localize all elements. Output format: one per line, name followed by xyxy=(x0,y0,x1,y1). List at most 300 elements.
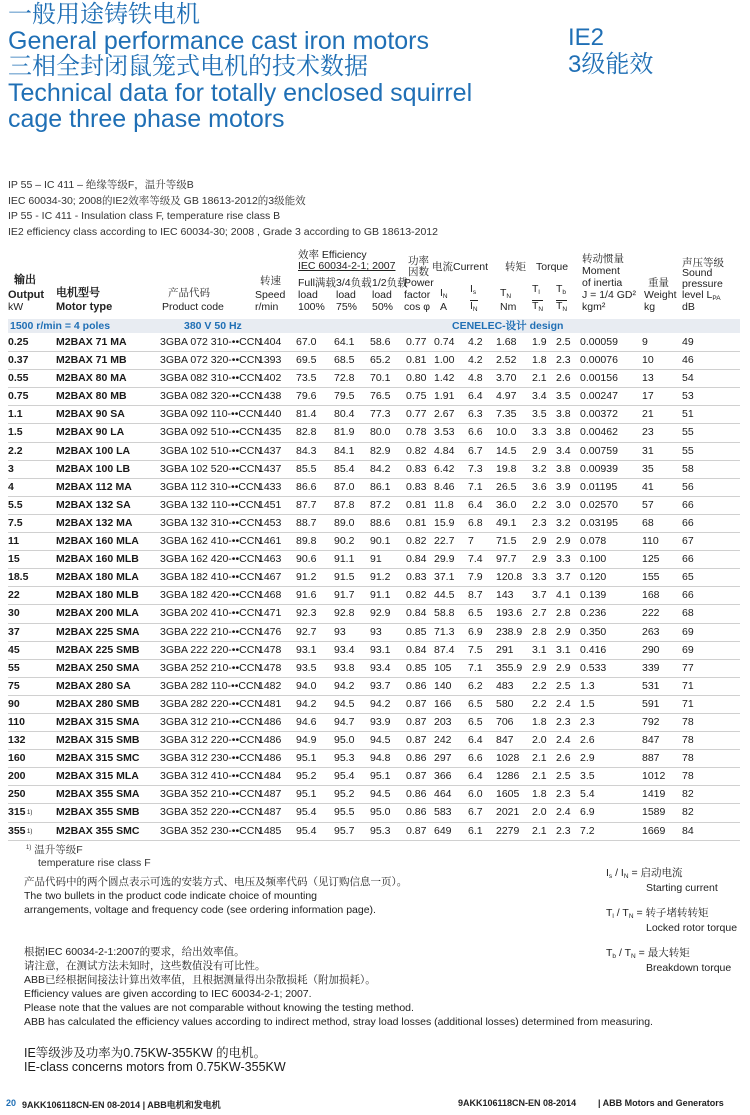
cell-code: 3GBA 352 230-••CCN xyxy=(160,824,262,837)
output-header-en: Output xyxy=(8,289,45,301)
cell-weight: 155 xyxy=(642,571,660,584)
cell-tb-tn: 3.5 xyxy=(556,390,571,403)
cell-model: M2BAX 160 MLA xyxy=(56,535,139,548)
table-row xyxy=(8,334,740,352)
table-row xyxy=(8,497,740,515)
cell-noise: 65 xyxy=(682,571,694,584)
table-row xyxy=(8,678,740,696)
cell-tn: 1286 xyxy=(496,770,520,783)
cell-eff-50: 91.1 xyxy=(370,589,391,602)
table-row xyxy=(8,424,740,442)
cell-is-in: 6.4 xyxy=(468,498,483,511)
efficiency-class xyxy=(568,24,653,78)
cell-speed: 1485 xyxy=(258,824,282,837)
intro-line: IE2 efficiency class according to IEC 60034-30; 2008 , Grade 3 according to GB 18613-2012 xyxy=(8,225,438,238)
table-row xyxy=(8,804,740,822)
cell-eff-75: 94.2 xyxy=(334,679,355,692)
cell-tl-tn: 2.1 xyxy=(532,770,547,783)
cell-eff-50: 95.1 xyxy=(370,770,391,783)
cell-tn: 580 xyxy=(496,697,514,710)
cell-is-in: 6.8 xyxy=(468,516,483,529)
cell-pf: 0.86 xyxy=(406,806,427,819)
cell-is-in: 6.4 xyxy=(468,390,483,403)
cell-eff-75: 68.5 xyxy=(334,354,355,367)
table-row xyxy=(8,461,740,479)
noise-en3: level $L_{PA}$ xyxy=(682,289,721,302)
cell-inertia: 0.139 xyxy=(580,589,607,602)
cell-is-in: 4.2 xyxy=(468,336,483,348)
cell-tn: 120.8 xyxy=(496,571,523,584)
cell-tb-tn: 2.8 xyxy=(556,607,571,620)
inertia-en1: Moment xyxy=(582,265,620,277)
cell-pf: 0.84 xyxy=(406,607,427,620)
cell-model: M2BAX 180 MLA xyxy=(56,571,139,584)
cell-weight: 339 xyxy=(642,661,660,674)
cell-pf: 0.86 xyxy=(406,788,427,801)
table-row xyxy=(8,642,740,660)
cell-pf: 0.85 xyxy=(406,625,427,638)
cell-eff-75: 72.8 xyxy=(334,372,355,385)
cell-model: M2BAX 315 SMA xyxy=(56,715,140,728)
table-row xyxy=(8,479,740,497)
table-row xyxy=(8,352,740,370)
cell-pf: 0.75 xyxy=(406,390,427,403)
load34-en: load xyxy=(336,289,356,301)
pct75: 75% xyxy=(336,301,358,313)
cell-model: M2BAX 315 SMB xyxy=(56,734,140,747)
cell-tb-tn: 3.8 xyxy=(556,462,571,475)
table-row xyxy=(8,443,740,461)
cell-output: 5.5 xyxy=(8,498,23,511)
cell-model: M2BAX 90 LA xyxy=(56,426,125,439)
table-row xyxy=(8,823,740,841)
cell-speed: 1461 xyxy=(258,535,282,548)
cell-is-in: 6.4 xyxy=(468,770,483,783)
cell-speed: 1451 xyxy=(258,498,282,511)
table-row xyxy=(8,786,740,804)
cell-model: M2BAX 315 MLA xyxy=(56,770,139,783)
cell-output: 0.25 xyxy=(8,336,29,348)
cell-tb-tn: 3.3 xyxy=(556,553,571,566)
cell-tn: 49.1 xyxy=(496,516,517,529)
cell-is-in: 7.5 xyxy=(468,643,483,656)
cell-tb-tn: 2.5 xyxy=(556,679,571,692)
subtitle-cn: 三相全封闭鼠笼式电机的技术数据 xyxy=(8,53,368,80)
cell-inertia: 6.9 xyxy=(580,806,595,819)
cell-tn: 14.5 xyxy=(496,444,517,457)
cell-eff-50: 93.7 xyxy=(370,679,391,692)
cell-eff-75: 87.8 xyxy=(334,498,355,511)
cell-eff-100: 94.6 xyxy=(296,715,317,728)
cell-current: 22.7 xyxy=(434,535,455,548)
footnote-en: temperature rise class F xyxy=(38,857,151,869)
cell-weight: 1419 xyxy=(642,788,666,801)
load12-cn: 1/2负载 xyxy=(372,277,408,289)
cell-eff-50: 93.9 xyxy=(370,715,391,728)
cell-tb-tn: 2.4 xyxy=(556,697,571,710)
cell-weight: 31 xyxy=(642,444,654,457)
cell-is-in: 7.1 xyxy=(468,480,483,493)
cell-eff-75: 89.0 xyxy=(334,516,355,529)
torque-header-en: Torque xyxy=(536,261,569,273)
footer-brand: | ABB Motors and Generators xyxy=(598,1098,724,1108)
cell-weight: 125 xyxy=(642,553,660,566)
pf-symbol: cos φ xyxy=(404,301,431,313)
cell-model: M2BAX 90 SA xyxy=(56,408,125,421)
cell-tb-tn: 2.6 xyxy=(556,372,571,385)
cell-output: 90 xyxy=(8,697,20,710)
cell-noise: 55 xyxy=(682,426,694,439)
cell-eff-75: 79.5 xyxy=(334,390,355,403)
cell-weight: 1012 xyxy=(642,770,666,783)
cell-inertia: 0.100 xyxy=(580,553,607,566)
cell-tb-tn: 2.3 xyxy=(556,715,571,728)
cell-output: 0.37 xyxy=(8,354,29,367)
cell-output: 110 xyxy=(8,715,25,728)
table-row xyxy=(8,587,740,605)
cell-is-in: 6.1 xyxy=(468,824,483,837)
cell-model: M2BAX 100 LB xyxy=(56,462,131,475)
cell-weight: 57 xyxy=(642,498,654,511)
legend-item xyxy=(606,948,737,974)
cell-eff-50: 76.5 xyxy=(370,390,391,403)
cell-eff-100: 94.0 xyxy=(296,679,317,692)
cell-current: 11.8 xyxy=(434,498,454,511)
cell-pf: 0.78 xyxy=(406,426,427,439)
cell-inertia: 0.00247 xyxy=(580,390,618,403)
table-row xyxy=(8,406,740,424)
cell-eff-50: 93.4 xyxy=(370,661,391,674)
cell-eff-75: 95.4 xyxy=(334,770,355,783)
cell-eff-100: 95.1 xyxy=(296,788,317,801)
cell-model: M2BAX 280 SA xyxy=(56,679,131,692)
section-band xyxy=(8,319,740,333)
cell-tb-tn: 3.1 xyxy=(556,643,571,656)
cell-pf: 0.83 xyxy=(406,462,427,475)
model-header-en: Motor type xyxy=(56,301,113,313)
cell-model: M2BAX 250 SMA xyxy=(56,661,140,674)
cell-tl-tn: 2.2 xyxy=(532,697,547,710)
cell-eff-50: 91 xyxy=(370,553,382,566)
cell-current: 1.42 xyxy=(434,372,455,385)
cell-code: 3GBA 092 110-••CCN xyxy=(160,408,262,421)
cell-eff-100: 69.5 xyxy=(296,354,317,367)
cell-is-in: 7.4 xyxy=(468,553,483,566)
cell-weight: 17 xyxy=(642,390,654,403)
cell-model: M2BAX 71 MB xyxy=(56,354,127,367)
cell-eff-50: 94.2 xyxy=(370,697,391,710)
cell-current: 3.53 xyxy=(434,426,455,439)
cell-footnote-mark: 1) xyxy=(27,810,33,817)
cell-eff-75: 90.2 xyxy=(334,535,355,548)
cell-is-in: 6.6 xyxy=(468,426,483,439)
cell-code: 3GBA 352 220-••CCN xyxy=(160,806,262,819)
cell-weight: 290 xyxy=(642,643,660,656)
cell-pf: 0.80 xyxy=(406,372,427,385)
cell-eff-75: 94.5 xyxy=(334,697,355,710)
cell-code: 3GBA 082 310-••CCN xyxy=(160,372,262,385)
cell-eff-100: 93.1 xyxy=(296,643,317,656)
cell-model: M2BAX 200 MLA xyxy=(56,607,139,620)
cell-eff-75: 91.1 xyxy=(334,553,355,566)
cell-is-in: 7.3 xyxy=(468,462,483,475)
cell-is-in: 8.7 xyxy=(468,589,483,602)
cell-tl-tn: 2.0 xyxy=(532,734,547,747)
cell-noise: 71 xyxy=(682,697,694,710)
cell-inertia: 2.6 xyxy=(580,734,595,747)
load34-cn: 3/4负载 xyxy=(336,277,372,289)
cell-current: 203 xyxy=(434,715,452,728)
tl-tn-ratio-den: $T_N$ xyxy=(532,300,543,315)
cell-eff-100: 73.5 xyxy=(296,372,317,385)
cell-output: 22 xyxy=(8,589,20,602)
cell-inertia: 1.5 xyxy=(580,697,595,710)
cell-tn: 706 xyxy=(496,715,514,728)
cell-tl-tn: 1.9 xyxy=(532,336,547,348)
cell-noise: 67 xyxy=(682,535,694,548)
cell-model: M2BAX 112 MA xyxy=(56,480,132,493)
cell-tb-tn: 2.5 xyxy=(556,336,571,348)
band-speed: 1500 r/min = 4 poles xyxy=(10,320,111,332)
eff-standard: IEC 60034-2-1; 2007 xyxy=(298,260,396,272)
cell-tl-tn: 3.6 xyxy=(532,480,547,493)
footer-left: 9AKK106118CN-EN 08-2014 | ABB电机和发电机 xyxy=(22,1100,221,1110)
table-row xyxy=(8,732,740,750)
cell-pf: 0.87 xyxy=(406,770,427,783)
cell-noise: 49 xyxy=(682,336,694,348)
data-table xyxy=(8,334,740,841)
cell-tn: 3.70 xyxy=(496,372,517,385)
table-row xyxy=(8,370,740,388)
cell-current: 58.8 xyxy=(434,607,455,620)
cell-noise: 82 xyxy=(682,788,694,801)
speed-unit: r/min xyxy=(255,301,279,313)
cell-code: 3GBA 222 220-••CCN xyxy=(160,643,262,656)
cell-current: 366 xyxy=(434,770,452,783)
cell-noise: 55 xyxy=(682,444,694,457)
cell-speed: 1437 xyxy=(258,444,282,457)
cell-current: 166 xyxy=(434,697,452,710)
legend xyxy=(606,868,737,988)
cell-tb-tn: 2.4 xyxy=(556,734,571,747)
cell-current: 464 xyxy=(434,788,452,801)
cell-eff-75: 93.4 xyxy=(334,643,355,656)
inertia-unit: kgm² xyxy=(582,301,606,313)
current-unit: A xyxy=(440,301,448,313)
cell-inertia: 0.00462 xyxy=(580,426,618,439)
legend-term: $T_l / T_N$ = 转子堵转转矩 xyxy=(606,907,709,920)
cell-inertia: 2.9 xyxy=(580,752,595,765)
table-row xyxy=(8,388,740,406)
is-in-ratio: $I_s$ xyxy=(470,283,477,296)
cell-eff-75: 85.4 xyxy=(334,462,355,475)
cell-model: M2BAX 71 MA xyxy=(56,336,127,348)
cell-pf: 0.87 xyxy=(406,824,427,837)
cell-code: 3GBA 132 110-••CCN xyxy=(160,498,262,511)
cell-model: M2BAX 355 SMC xyxy=(56,824,140,837)
cell-inertia: 0.00076 xyxy=(580,354,618,367)
cell-tb-tn: 3.4 xyxy=(556,444,571,457)
cell-tn: 97.7 xyxy=(496,553,517,566)
full-pct: 100% xyxy=(298,301,325,313)
cell-eff-100: 95.4 xyxy=(296,824,317,837)
cell-pf: 0.77 xyxy=(406,408,427,421)
band-voltage: 380 V 50 Hz xyxy=(184,320,242,332)
tn-unit: Nm xyxy=(500,301,517,313)
cell-eff-100: 67.0 xyxy=(296,336,317,348)
cell-pf: 0.86 xyxy=(406,752,427,765)
legend-item xyxy=(606,908,737,934)
cell-tn: 1605 xyxy=(496,788,520,801)
cell-noise: 82 xyxy=(682,806,694,819)
note-line: 产品代码中的两个圆点表示可选的安装方式、电压及频率代码（见订购信息一页）。 xyxy=(24,876,408,888)
pf-en1: Power xyxy=(404,277,434,289)
current-symbol: $I_N$ xyxy=(440,287,448,300)
cell-eff-75: 84.1 xyxy=(334,444,355,457)
cell-code: 3GBA 162 420-••CCN xyxy=(160,553,262,566)
cell-speed: 1486 xyxy=(258,715,282,728)
cell-tb-tn: 4.1 xyxy=(556,589,571,602)
cell-tl-tn: 1.8 xyxy=(532,788,547,801)
cell-output: 55 xyxy=(8,661,20,674)
class-cn: 3级能效 xyxy=(568,51,654,78)
cell-pf: 0.81 xyxy=(406,354,427,367)
cell-eff-50: 93.1 xyxy=(370,643,391,656)
eff-header: 效率 Efficiency xyxy=(298,249,367,261)
ie-class-cn: IE等级涉及功率为0.75KW-355KW 的电机。 xyxy=(24,1046,267,1060)
cell-output: 45 xyxy=(8,643,20,656)
cell-inertia: 1.3 xyxy=(580,679,595,692)
cell-tl-tn: 2.3 xyxy=(532,516,547,529)
cell-is-in: 4.8 xyxy=(468,372,483,385)
cell-is-in: 6.5 xyxy=(468,697,483,710)
cell-is-in: 6.0 xyxy=(468,788,483,801)
legend-desc: Breakdown torque xyxy=(646,961,732,974)
cell-model: M2BAX 100 LA xyxy=(56,444,131,457)
footer-doc: 9AKK106118CN-EN 08-2014 xyxy=(458,1098,577,1108)
cell-tn: 2021 xyxy=(496,806,520,819)
cell-weight: 531 xyxy=(642,679,660,692)
cell-current: 105 xyxy=(434,661,452,674)
cell-eff-75: 64.1 xyxy=(334,336,355,348)
cell-noise: 66 xyxy=(682,589,694,602)
cell-speed: 1404 xyxy=(258,336,282,348)
cell-tb-tn: 2.3 xyxy=(556,354,571,367)
cell-output: 15 xyxy=(8,553,20,566)
cell-inertia: 0.00156 xyxy=(580,372,618,385)
cell-tn: 193.6 xyxy=(496,607,523,620)
cell-noise: 84 xyxy=(682,824,694,837)
pf-cn1: 功率 xyxy=(408,255,429,267)
cell-tl-tn: 2.1 xyxy=(532,752,547,765)
cell-tn: 10.0 xyxy=(496,426,517,439)
cell-tl-tn: 2.8 xyxy=(532,625,547,638)
cell-speed: 1437 xyxy=(258,462,282,475)
cell-code: 3GBA 072 320-••CCN xyxy=(160,354,262,367)
cell-eff-50: 86.1 xyxy=(370,480,391,493)
cell-eff-100: 85.5 xyxy=(296,462,317,475)
cell-tn: 1028 xyxy=(496,752,520,765)
cell-is-in: 7.9 xyxy=(468,571,483,584)
cell-code: 3GBA 312 220-••CCN xyxy=(160,734,262,747)
cell-eff-100: 91.6 xyxy=(296,589,317,602)
cell-pf: 0.84 xyxy=(406,553,427,566)
band-design: CENELEC-设计 design xyxy=(452,320,564,332)
cell-output: 75 xyxy=(8,679,20,692)
cell-model: M2BAX 315 SMC xyxy=(56,752,140,765)
cell-eff-50: 90.1 xyxy=(370,535,391,548)
cell-weight: 591 xyxy=(642,697,660,710)
inertia-formula: J = 1/4 GD² xyxy=(582,289,636,301)
cell-tn: 2.52 xyxy=(496,354,517,367)
cell-noise: 78 xyxy=(682,752,694,765)
cell-tl-tn: 2.0 xyxy=(532,806,547,819)
cell-model: M2BAX 132 MA xyxy=(56,516,133,529)
cell-noise: 46 xyxy=(682,354,694,367)
cell-weight: 263 xyxy=(642,625,660,638)
speed-header-en: Speed xyxy=(255,289,286,301)
cell-code: 3GBA 312 410-••CCN xyxy=(160,770,262,783)
cell-eff-75: 95.3 xyxy=(334,752,355,765)
cell-code: 3GBA 282 110-••CCN xyxy=(160,679,262,692)
full-load-cn: Full满载 xyxy=(298,277,336,289)
cell-speed: 1478 xyxy=(258,661,282,674)
cell-tb-tn: 3.8 xyxy=(556,408,571,421)
table-header xyxy=(8,250,740,318)
note-line: ABB已经根据间接法计算出效率值，且根据测量得出杂散损耗（附加损耗）。 xyxy=(24,974,376,986)
cell-eff-50: 91.2 xyxy=(370,571,391,584)
cell-tl-tn: 2.7 xyxy=(532,607,547,620)
cell-eff-100: 95.1 xyxy=(296,752,317,765)
legend-term: $I_s / I_N$ = 启动电流 xyxy=(606,867,683,880)
cell-model: M2BAX 280 SMB xyxy=(56,697,140,710)
cell-code: 3GBA 252 210-••CCN xyxy=(160,661,262,674)
cell-tl-tn: 3.4 xyxy=(532,390,547,403)
cell-current: 297 xyxy=(434,752,452,765)
cell-speed: 1438 xyxy=(258,390,282,403)
noise-cn: 声压等级 xyxy=(682,257,724,269)
cell-tn: 2279 xyxy=(496,824,520,837)
cell-current: 4.84 xyxy=(434,444,455,457)
torque-header-cn: 转矩 xyxy=(505,261,526,273)
cell-speed: 1482 xyxy=(258,679,282,692)
cell-eff-75: 91.5 xyxy=(334,571,355,584)
cell-current: 8.46 xyxy=(434,480,455,493)
cell-code: 3GBA 102 520-••CCN xyxy=(160,462,262,475)
cell-model: M2BAX 80 MA xyxy=(56,372,127,385)
cell-noise: 71 xyxy=(682,679,694,692)
cell-tl-tn: 2.1 xyxy=(532,372,547,385)
cell-tn: 19.8 xyxy=(496,462,517,475)
table-row xyxy=(8,768,740,786)
cell-is-in: 6.4 xyxy=(468,734,483,747)
cell-inertia: 0.350 xyxy=(580,625,607,638)
cell-weight: 10 xyxy=(642,354,654,367)
cell-pf: 0.82 xyxy=(406,535,427,548)
cell-code: 3GBA 162 410-••CCN xyxy=(160,535,262,548)
cell-noise: 66 xyxy=(682,498,694,511)
cell-code: 3GBA 312 210-••CCN xyxy=(160,715,262,728)
cell-eff-75: 87.0 xyxy=(334,480,355,493)
cell-speed: 1402 xyxy=(258,372,282,385)
cell-pf: 0.87 xyxy=(406,734,427,747)
cell-inertia: 0.02570 xyxy=(580,498,618,511)
cell-weight: 41 xyxy=(642,480,654,493)
cell-eff-100: 89.8 xyxy=(296,535,317,548)
cell-eff-100: 82.8 xyxy=(296,426,317,439)
cell-tb-tn: 3.9 xyxy=(556,480,571,493)
cell-current: 1.91 xyxy=(434,390,455,403)
